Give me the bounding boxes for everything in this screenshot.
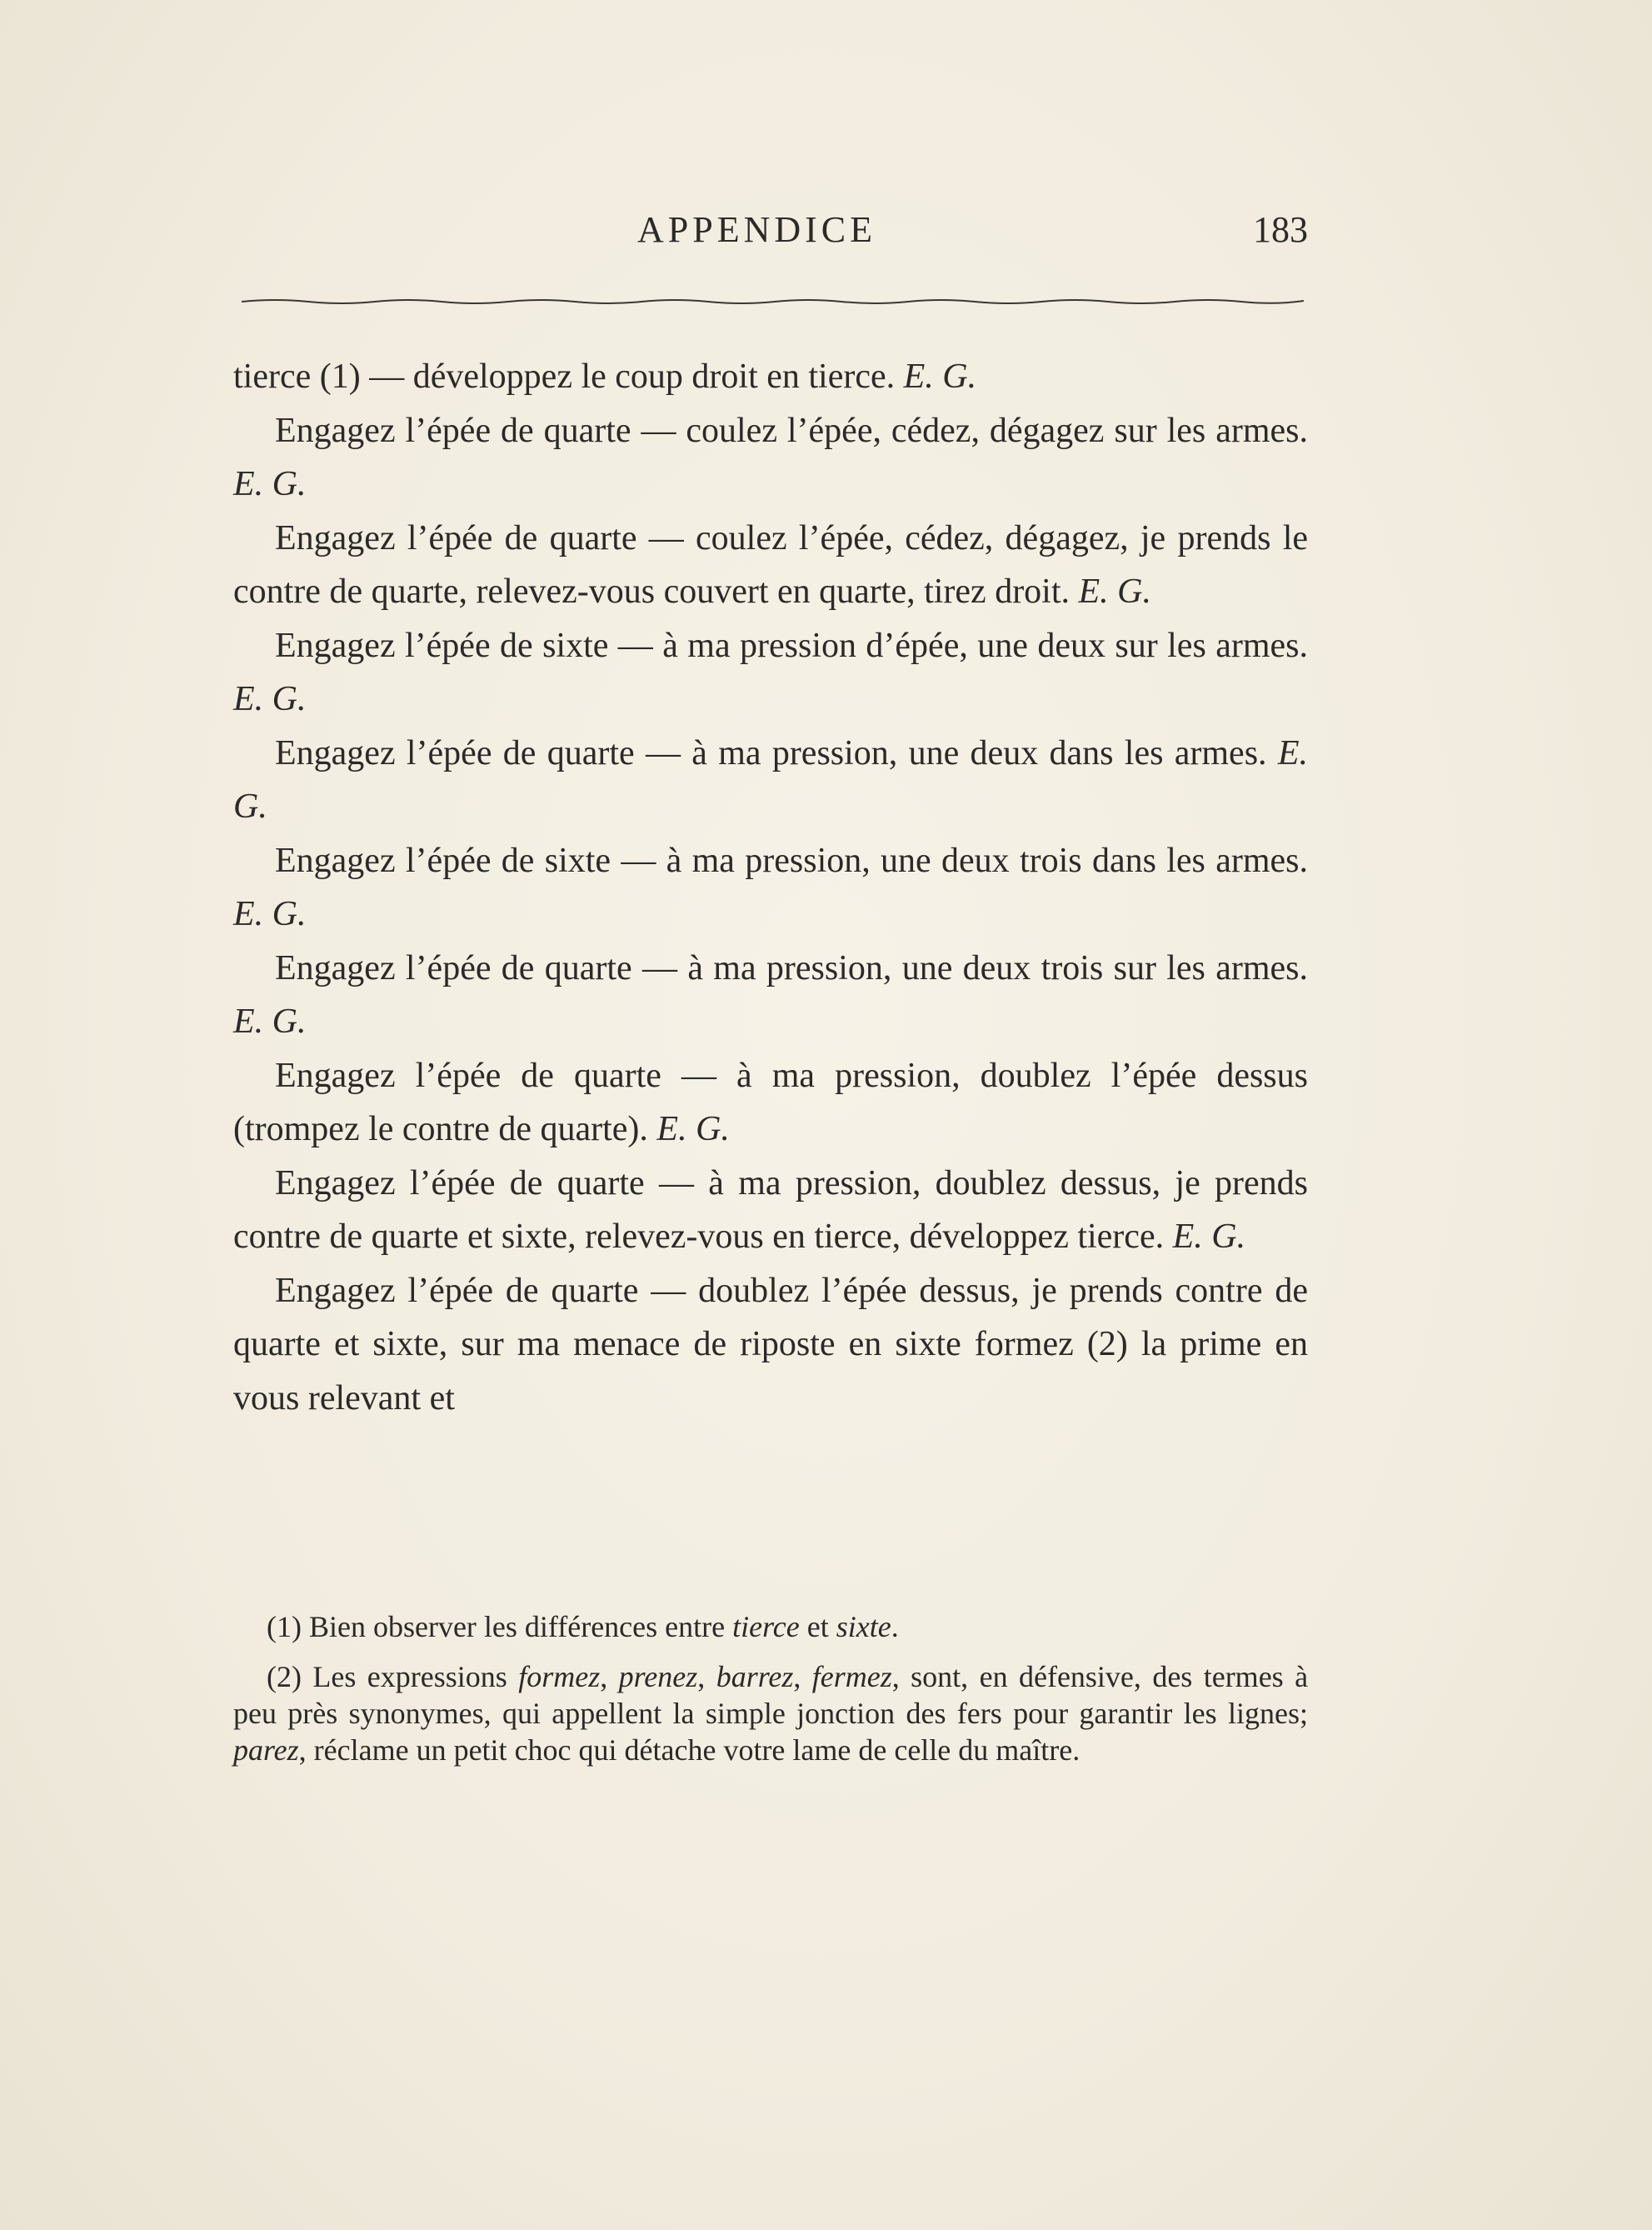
paragraph: Engagez l’épée de quarte — à ma pression, doublez l’épée dessus (trompez le contre de quarte). E. G. xyxy=(233,1056,1308,1148)
paragraph: Engagez l’épée de quarte — coulez l’épée, cédez, dégagez sur les armes. E. G. xyxy=(233,411,1308,503)
paragraph: Engagez l’épée de quarte — coulez l’épée, cédez, dégagez, je prends le contre de quarte, relevez-vous couvert en quarte, tirez droit. E. G. xyxy=(233,518,1308,611)
footnote-2: (2) Les expressions formez, prenez, barrez, fermez, sont, en défensive, des termes à peu près synonymes, qui appellent la simple jonction des fers pour garantir les lignes; parez, réclame un petit choc qui détache votre lame de celle du maître. xyxy=(233,1660,1309,1767)
page-number: 183 xyxy=(1253,209,1308,250)
header-rule xyxy=(242,297,1304,305)
paragraph: Engagez l’épée de sixte — à ma pression d’épée, une deux sur les armes. E. G. xyxy=(233,626,1308,718)
footnote-1: (1) Bien observer les différences entre tierce et sixte. xyxy=(267,1610,899,1643)
paragraph: Engagez l’épée de quarte — à ma pression, une deux dans les armes. E. G. xyxy=(233,733,1309,826)
paragraph: tierce (1) — développez le coup droit en tierce. E. G. xyxy=(233,358,977,396)
running-title: APPENDICE xyxy=(637,209,877,250)
paragraph: Engagez l’épée de sixte — à ma pression, une deux trois dans les armes. E. G. xyxy=(233,841,1308,933)
running-header xyxy=(233,208,1308,258)
paragraph: Engagez l’épée de quarte — à ma pression, une deux trois sur les armes. E. G. xyxy=(233,948,1308,1041)
paragraph: Engagez l’épée de quarte — à ma pression, doublez dessus, je prends contre de quarte et sixte, relevez-vous en tierce, développez tierce. E. G. xyxy=(233,1163,1308,1256)
body-text xyxy=(233,350,1308,1425)
footnotes xyxy=(233,1608,1308,1782)
paragraph: Engagez l’épée de quarte — doublez l’épée dessus, je prends contre de quarte et sixte, sur ma menace de riposte en sixte formez (2) la prime en vous relevant et xyxy=(233,1271,1308,1418)
